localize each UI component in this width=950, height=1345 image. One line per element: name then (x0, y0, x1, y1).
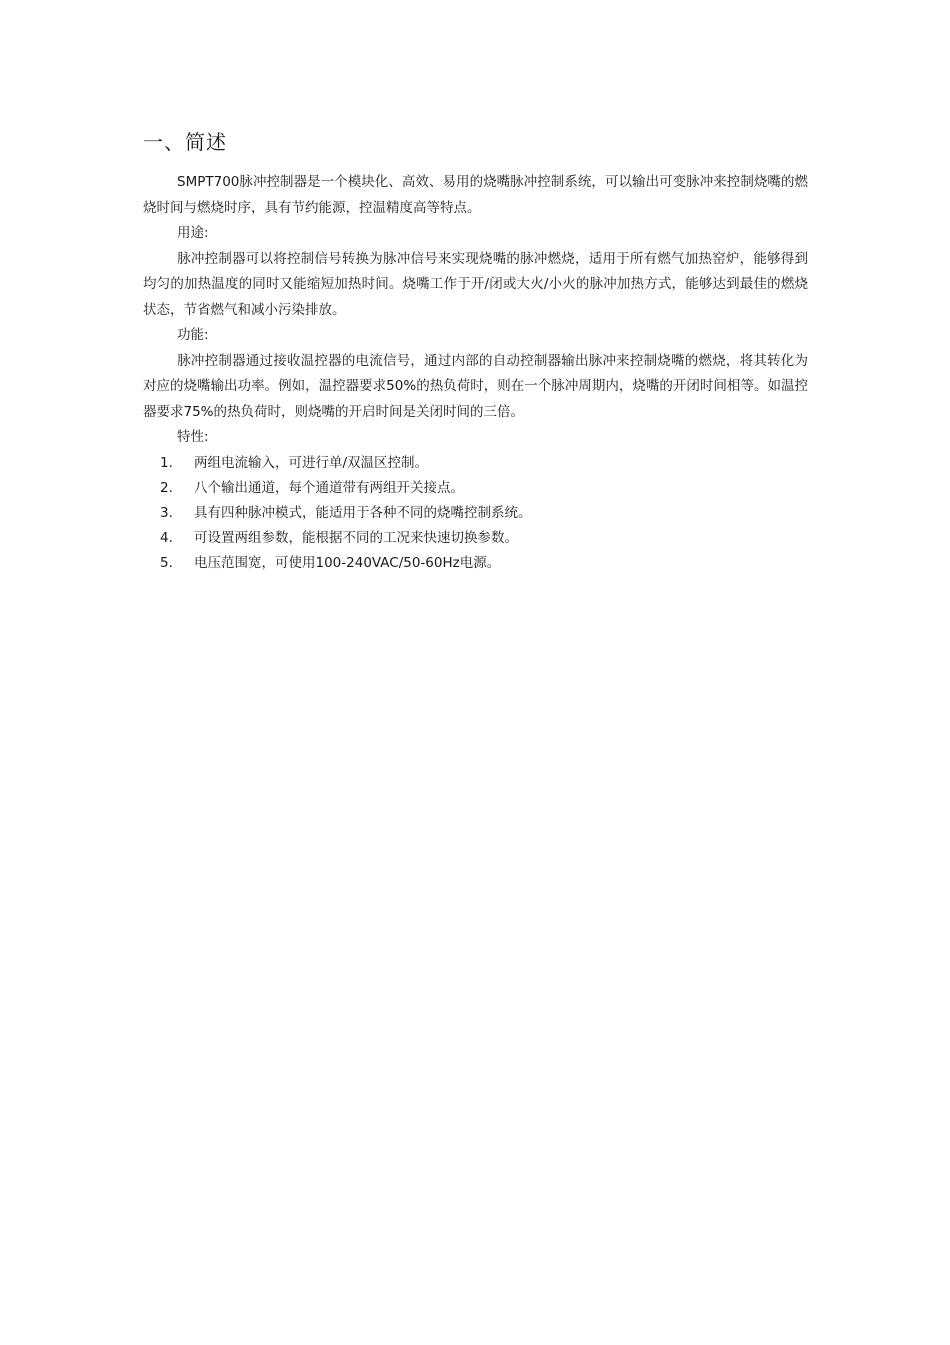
document-body (143, 128, 808, 576)
list-item (143, 476, 808, 501)
usage-label: 用途: (177, 225, 209, 241)
section-heading: 一、简述 (143, 130, 227, 154)
list-item-text: 可设置两组参数，能根据不同的工况来快速切换参数。 (194, 529, 518, 546)
features-list (143, 451, 808, 576)
list-item-number: 1. (160, 454, 173, 471)
list-item (143, 526, 808, 551)
list-item (143, 451, 808, 476)
function-text: 脉冲控制器通过接收温控器的电流信号，通过内部的自动控制器输出脉冲来控制烧嘴的燃烧，将其转化为对应的烧嘴输出功率。例如，温控器要求50%的热负荷时，则在一个脉冲周期内，烧嘴的开闭时间相等。如温控器要求75%的热负荷时，则烧嘴的开启时间是关闭时间的三倍。 (143, 352, 808, 420)
list-item-number: 2. (160, 479, 173, 496)
usage-text: 脉冲控制器可以将控制信号转换为脉冲信号来实现烧嘴的脉冲燃烧，适用于所有燃气加热窑炉，能够得到均匀的加热温度的同时又能缩短加热时间。烧嘴工作于开/闭或大火/小火的脉冲加热方式，能够达到最佳的燃烧状态，节省燃气和减小污染排放。 (143, 250, 808, 318)
intro-paragraph (143, 170, 808, 221)
list-item-text: 八个输出通道，每个通道带有两组开关接点。 (194, 479, 464, 496)
list-item (143, 501, 808, 526)
list-item-number: 4. (160, 529, 173, 546)
function-label: 功能: (177, 327, 209, 343)
features-label: 特性: (177, 429, 209, 445)
usage-paragraph (143, 247, 808, 324)
list-item-text: 具有四种脉冲模式，能适用于各种不同的烧嘴控制系统。 (194, 504, 532, 521)
function-paragraph (143, 349, 808, 426)
intro-text: SMPT700脉冲控制器是一个模块化、高效、易用的烧嘴脉冲控制系统，可以输出可变脉冲来控制烧嘴的燃烧时间与燃烧时序，具有节约能源，控温精度高等特点。 (143, 174, 808, 216)
list-item (143, 551, 808, 576)
list-item-number: 5. (160, 554, 173, 571)
list-item-text: 电压范围宽，可使用100-240VAC/50-60Hz电源。 (194, 554, 501, 571)
list-item-text: 两组电流输入，可进行单/双温区控制。 (194, 454, 429, 471)
list-item-number: 3. (160, 504, 173, 521)
